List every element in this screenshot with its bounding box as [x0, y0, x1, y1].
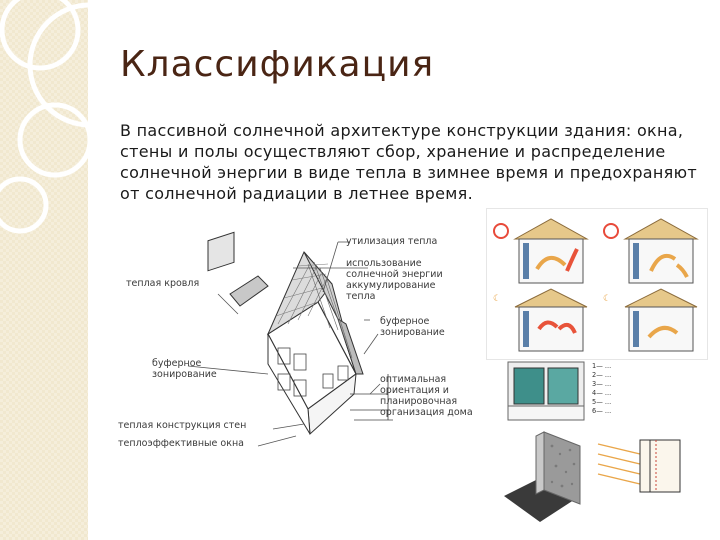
house-drawing [118, 224, 488, 474]
label-solar-energy-2: солнечной энергии [346, 269, 443, 280]
label-buffer-right-2: зонирование [380, 327, 445, 338]
house-sections-drawing [487, 209, 707, 359]
label-orientation-2: ориентация и [380, 385, 449, 396]
window-legend-panel [500, 356, 705, 426]
label-accumulation-1: аккумулирование [346, 280, 436, 291]
label-warm-roof: теплая кровля [126, 278, 200, 289]
slide-title: Классификация [120, 44, 435, 85]
section-top-left [494, 219, 587, 283]
window-photo [500, 356, 590, 426]
legend-item: 6— ... [592, 407, 612, 415]
solar-house-sections [486, 208, 708, 360]
legend-item: 5— ... [592, 398, 612, 406]
legend-item: 1— ... [592, 362, 612, 370]
house-diagram [118, 224, 488, 474]
decorative-sidebar [0, 0, 88, 540]
wall-sample-drawing [500, 426, 705, 530]
label-orientation-3: планировочная [380, 396, 458, 407]
label-heat-windows: теплоэффективные окна [118, 438, 244, 449]
sidebar-circles [0, 0, 88, 540]
legend-item: 3— ... [592, 380, 612, 388]
legend-item: 4— ... [592, 389, 612, 397]
label-buffer-left-1: буферное [152, 358, 202, 369]
label-buffer-left-2: зонирование [152, 369, 217, 380]
label-buffer-right-1: буферное [380, 316, 430, 327]
legend-item: 2— ... [592, 371, 612, 379]
legend-list [592, 362, 611, 416]
svg-text:☾: ☾ [603, 294, 612, 304]
label-orientation-4: организация дома [380, 407, 473, 418]
label-heat-utilization: утилизация тепла [346, 236, 438, 247]
svg-text:☾: ☾ [493, 294, 502, 304]
section-bottom-right [603, 289, 697, 351]
wall-sample-panel [500, 426, 705, 530]
label-orientation-1: оптимальная [380, 374, 447, 385]
section-bottom-left [493, 289, 587, 351]
label-warm-walls: теплая конструкция стен [118, 420, 247, 431]
sidebar-edge [88, 0, 91, 540]
section-top-right [604, 219, 697, 283]
slide-body-text: В пассивной солнечной архитектуре конструкции здания: окна, стены и полы осуществляют сбор, хранение и распределение солнечной энергии в виде тепла в зимнее время и предохраняют от солнечной радиации в летнее время. [120, 121, 697, 203]
label-accumulation-2: тепла [346, 291, 376, 302]
label-solar-energy-1: использование [346, 258, 422, 269]
